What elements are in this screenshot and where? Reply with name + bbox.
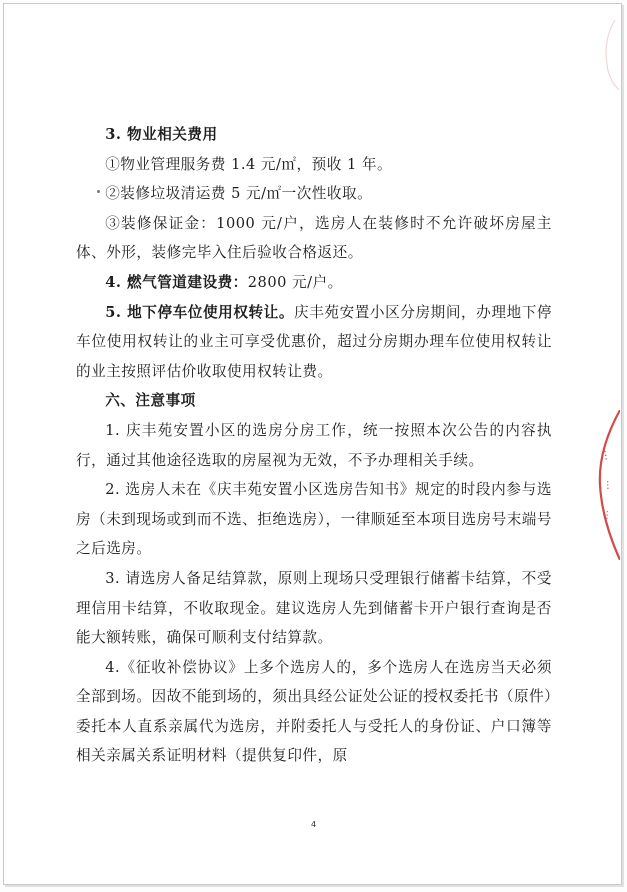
paragraph-text: 4.《征收补偿协议》上多个选房人的，多个选房人在选房当天必须全部到场。因故不能到场的，须出具经公证处公证的授权委托书（原件）委托本人直系亲属代为选房，并附委托人与受托人的身份证、户口簿等相关亲属关系证明材料（提供复印件，原 (76, 658, 552, 765)
paragraph-note-2 (76, 475, 552, 564)
svg-text:…: … (601, 448, 616, 462)
heading-property-fees (76, 120, 552, 150)
paragraph-note-3 (76, 564, 552, 653)
paragraph-text: 2. 选房人未在《庆丰苑安置小区选房告知书》规定的时段内参与选房（未到现场或到而不选、拒绝选房），一律顺延至本项目选房号末端号之后选房。 (76, 481, 552, 558)
paragraph-gas-fee (76, 268, 552, 298)
paragraph-note-4 (76, 653, 552, 771)
paragraph-note-1 (76, 416, 552, 475)
paragraph-text: ①物业管理服务费 1.4 元/㎡，预收 1 年。 (105, 155, 393, 173)
heading-text: 六、注意事项 (105, 392, 196, 410)
paragraph-text: 1. 庆丰苑安置小区的选房分房工作，统一按照本次公告的内容执行，通过其他途径选取的房屋视为无效，不予办理相关手续。 (76, 421, 552, 469)
svg-text:…: … (603, 509, 615, 521)
document-body (76, 120, 552, 771)
paragraph-text: ③装修保证金：1000 元/户，选房人在装修时不允许破坏房屋主体、外形，装修完毕入住后验收合格返还。 (76, 214, 552, 262)
bold-text: 5. 地下停车位使用权转让。 (105, 303, 295, 321)
paragraph-management-fee (76, 150, 552, 180)
paragraph-text: 庆丰苑安置小区分房期间，办理地下停车位使用权转让的业主可享受优惠价，超过分房期办理车位使用权转让的业主按照评估价收取使用权转让费。 (76, 303, 552, 380)
page-number: 4 (310, 820, 317, 829)
paragraph-text: ②装修垃圾清运费 5 元/㎡一次性收取。 (105, 185, 373, 203)
paragraph-garbage-fee (76, 179, 552, 209)
paragraph-parking (76, 298, 552, 387)
heading-text: 3. 物业相关费用 (105, 126, 218, 143)
paragraph-text: 3. 请选房人备足结算款，原则上现场只受理银行储蓄卡结算，不受理信用卡结算，不收取现金。建议选房人先到储蓄卡开户银行查询是否能大额转账，确保可顺利支付结算款。 (76, 569, 552, 647)
paragraph-deposit (76, 209, 552, 268)
bold-text: 4. 燃气管道建设费： (105, 273, 248, 291)
svg-text:…: … (604, 479, 616, 491)
seal-stamp-right (590, 410, 620, 560)
paragraph-text: 2800 元/户。 (247, 273, 343, 291)
seal-stamp-top (585, 20, 620, 90)
section-heading-notes (76, 386, 552, 416)
